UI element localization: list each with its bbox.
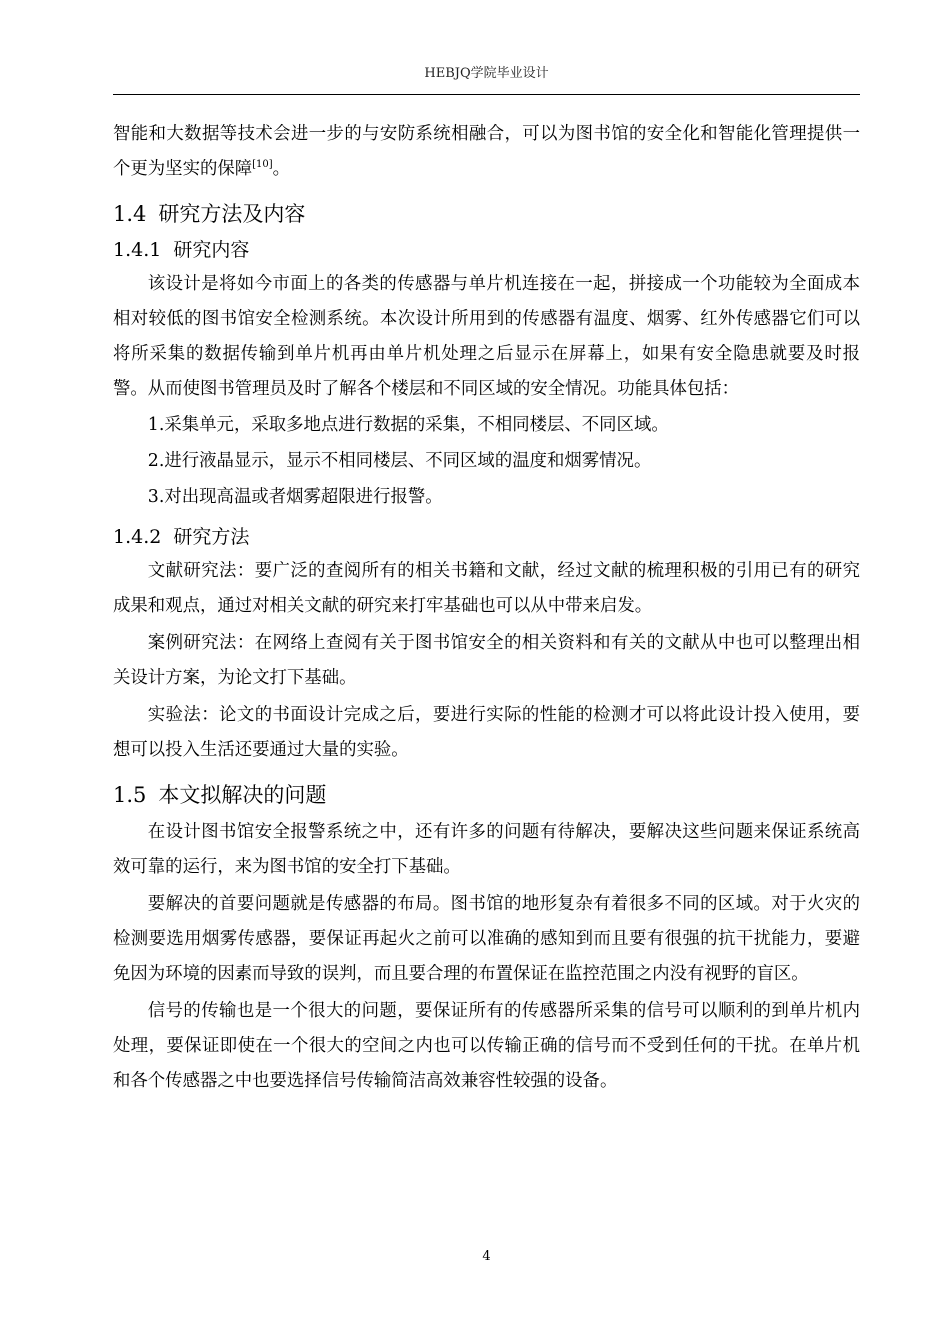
method-paragraph: 案例研究法：在网络上查阅有关于图书馆安全的相关资料和有关的文献从中也可以整理出相关设计方案，为论文打下基础。 [113, 633, 860, 688]
subsection-heading-1-4-2 [113, 524, 860, 550]
section-title: 研究方法及内容 [158, 202, 306, 226]
list-item: 1.采集单元，采取多地点进行数据的采集，不相同楼层、不同区域。 [147, 415, 669, 435]
intro-paragraph [113, 117, 860, 187]
subsection-title: 研究方法 [173, 526, 250, 548]
subsection-heading-1-4-1 [113, 237, 860, 263]
section-heading-1-5 [113, 781, 860, 809]
subsection-number: 1.4.2 [113, 526, 162, 548]
problem-paragraph: 在设计图书馆安全报警系统之中，还有许多的问题有待解决，要解决这些问题来保证系统高效可靠的运行，来为图书馆的安全打下基础。 [113, 822, 860, 877]
subsection-title: 研究内容 [173, 239, 250, 261]
page-header: HEBJQ学院毕业设计 [424, 66, 549, 81]
page-content [113, 117, 860, 1099]
method-paragraph: 实验法：论文的书面设计完成之后，要进行实际的性能的检测才可以将此设计投入使用，要想可以投入生活还要通过大量的实验。 [113, 705, 860, 760]
section-title: 本文拟解决的问题 [158, 783, 327, 807]
research-content-paragraph: 该设计是将如今市面上的各类的传感器与单片机连接在一起，拼接成一个功能较为全面成本相对较低的图书馆安全检测系统。本次设计所用到的传感器有温度、烟雾、红外传感器它们可以将所采集的数据传输到单片机再由单片机处理之后显示在屏幕上，如果有安全隐患就要及时报警。从而使图书管理员及时了解各个楼层和不同区域的安全情况。功能具体包括： [113, 274, 860, 399]
method-paragraph: 文献研究法：要广泛的查阅所有的相关书籍和文献，经过文献的梳理积极的引用已有的研究成果和观点，通过对相关文献的研究来打牢基础也可以从中带来启发。 [113, 561, 860, 616]
subsection-number: 1.4.1 [113, 239, 162, 261]
section-heading-1-4 [113, 200, 860, 228]
problem-paragraph: 要解决的首要问题就是传感器的布局。图书馆的地形复杂有着很多不同的区域。对于火灾的检测要选用烟雾传感器，要保证再起火之前可以准确的感知到而且要有很强的抗干扰能力，要避免因为环境的因素而导致的误判，而且要合理的布置保证在监控范围之内没有视野的盲区。 [113, 894, 860, 984]
list-item: 2.进行液晶显示，显示不相同楼层、不同区域的温度和烟雾情况。 [147, 451, 652, 471]
section-number: 1.4 [113, 202, 147, 226]
intro-end: 。 [272, 159, 291, 179]
list-item: 3.对出现高温或者烟雾超限进行报警。 [147, 487, 443, 507]
intro-text: 智能和大数据等技术会进一步的与安防系统相融合，可以为图书馆的安全化和智能化管理提供一个更为坚实的保障 [113, 124, 860, 179]
problem-paragraph: 信号的传输也是一个很大的问题，要保证所有的传感器所采集的信号可以顺利的到单片机内处理，要保证即使在一个很大的空间之内也可以传输正确的信号而不受到任何的干扰。在单片机和各个传感器之中也要选择信号传输简洁高效兼容性较强的设备。 [113, 1001, 860, 1091]
section-number: 1.5 [113, 783, 147, 807]
citation-marker: [10] [252, 159, 273, 170]
page-number: 4 [482, 1249, 491, 1264]
header-rule [113, 94, 860, 95]
